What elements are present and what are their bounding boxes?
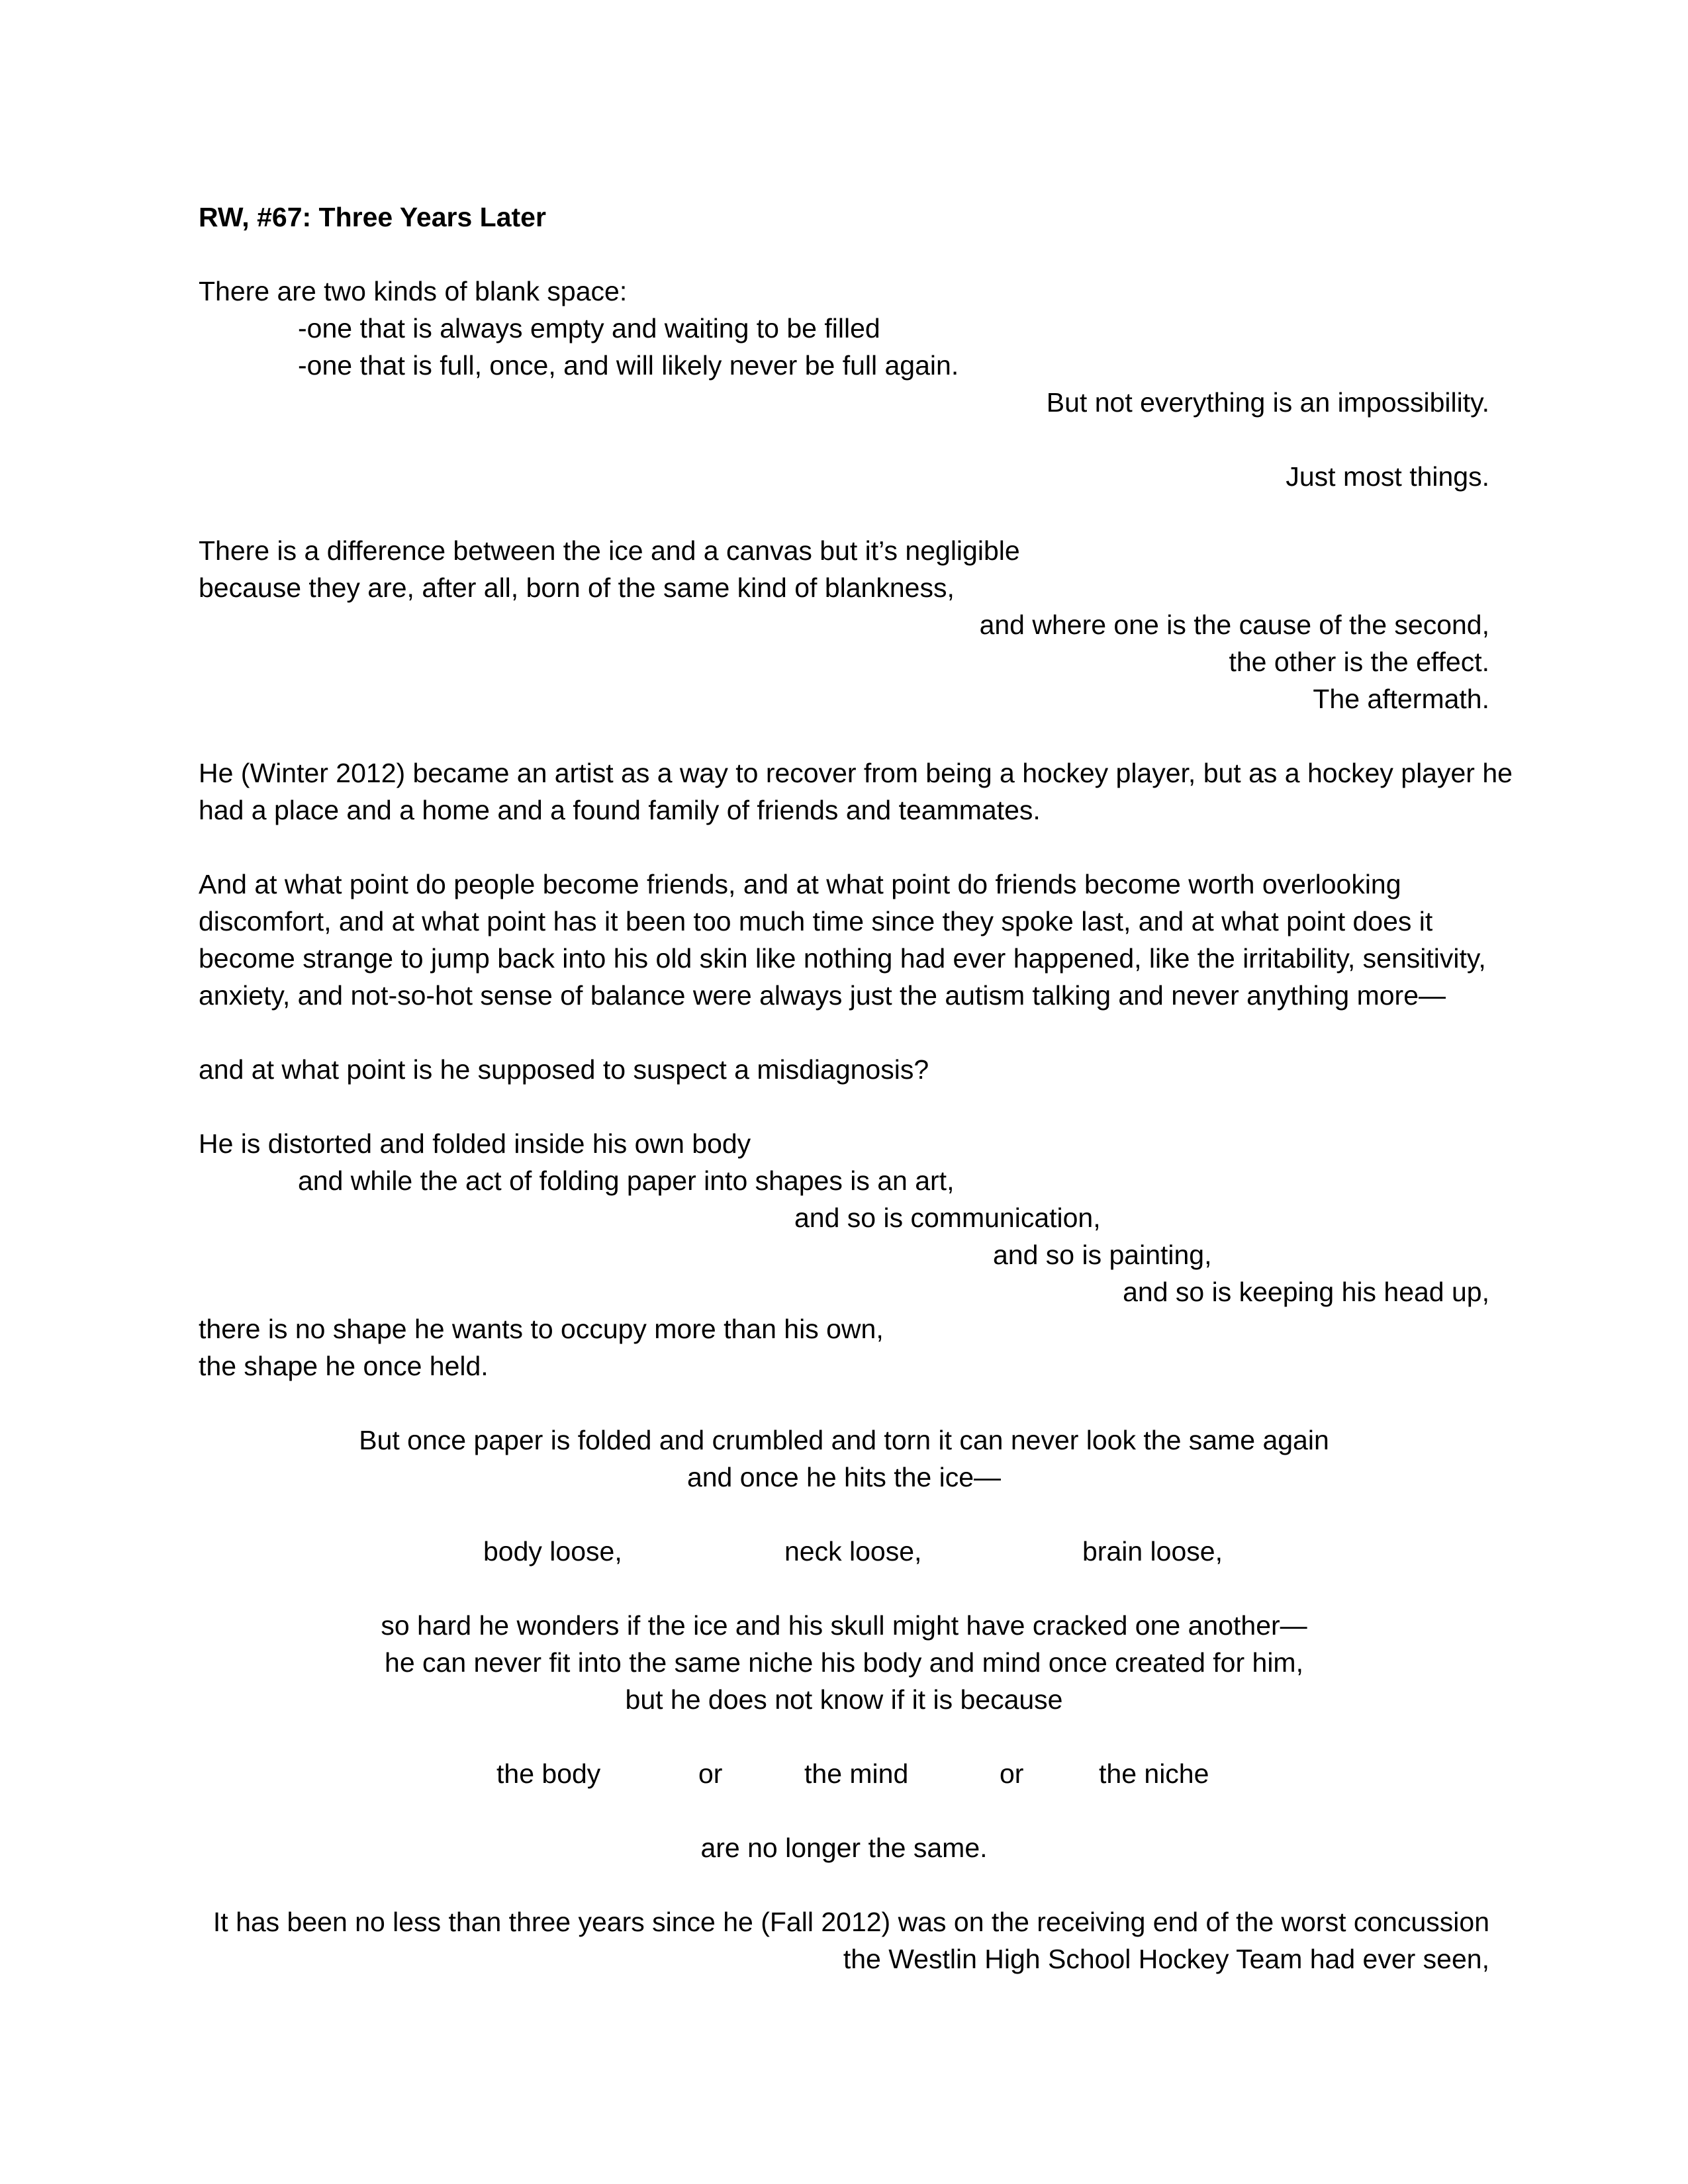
- poem-line: the Westlin High School Hockey Team had ever seen,: [843, 1944, 1489, 1974]
- poem-line: and while the act of folding paper into shapes is an art,: [298, 1165, 955, 1196]
- poem-line: There is a difference between the ice and a canvas but it’s negligible: [199, 535, 1020, 566]
- loose-item: body loose,: [483, 1536, 622, 1567]
- blank-line: [199, 495, 1489, 532]
- poem-line: and so is painting,: [993, 1240, 1212, 1270]
- blank-line: [199, 1088, 1489, 1125]
- poem-line: But not everything is an impossibility.: [1046, 387, 1489, 418]
- poem-line: there is no shape he wants to occupy more than his own,: [199, 1314, 884, 1344]
- choice-item: or: [1000, 1758, 1024, 1789]
- loose-item: neck loose,: [784, 1536, 922, 1567]
- poem-line: It has been no less than three years since he (Fall 2012) was on the receiving end of the worst concussion: [212, 1907, 1489, 1937]
- choice-item: the body: [496, 1758, 601, 1789]
- poem-line: and once he hits the ice—: [686, 1462, 1002, 1492]
- choice-item: the mind: [804, 1758, 909, 1789]
- blank-line: [199, 1866, 1489, 1903]
- poem-line: discomfort, and at what point has it been too much time since they spoke last, and at what point does it: [199, 906, 1433, 936]
- poem-line: become strange to jump back into his old skin like nothing had ever happened, like the irritability, sensitivity,: [199, 943, 1486, 974]
- poem-line: and so is keeping his head up,: [1123, 1277, 1489, 1307]
- poem-line: -one that is full, once, and will likely never be full again.: [298, 350, 959, 381]
- blank-line: [199, 1014, 1489, 1051]
- poem-line: and at what point is he supposed to suspect a misdiagnosis?: [199, 1054, 929, 1085]
- blank-line: [199, 1718, 1489, 1755]
- poem-line: He (Winter 2012) became an artist as a way to recover from being a hockey player, but as a hockey player he: [199, 758, 1513, 788]
- choice-line-row: [199, 1755, 1489, 1792]
- poem-line: Just most things.: [1286, 461, 1489, 492]
- poem-line: But once paper is folded and crumbled and torn it can never look the same again: [359, 1425, 1329, 1455]
- poem-line: -one that is always empty and waiting to be filled: [298, 313, 880, 343]
- poem-line: because they are, after all, born of the same kind of blankness,: [199, 572, 955, 603]
- poem-line: There are two kinds of blank space:: [199, 276, 628, 306]
- poem-line: are no longer the same.: [700, 1833, 988, 1863]
- blank-line: [199, 829, 1489, 866]
- poem-line: the other is the effect.: [1229, 647, 1489, 677]
- choice-item: the niche: [1099, 1758, 1209, 1789]
- choice-item: or: [698, 1758, 723, 1789]
- loose-item: brain loose,: [1082, 1536, 1223, 1567]
- poem-line: and where one is the cause of the second,: [979, 610, 1489, 640]
- poem-line: and so is communication,: [794, 1203, 1101, 1233]
- poem-line: so hard he wonders if the ice and his skull might have cracked one another—: [381, 1610, 1307, 1641]
- blank-line: [199, 1570, 1489, 1607]
- blank-line: [199, 1792, 1489, 1829]
- poem-line: anxiety, and not-so-hot sense of balance were always just the autism talking and never anything more—: [199, 980, 1446, 1011]
- poem-line: but he does not know if it is because: [625, 1684, 1063, 1715]
- loose-line-row: [199, 1533, 1489, 1570]
- blank-line: [199, 421, 1489, 458]
- poem-line: had a place and a home and a found family of friends and teammates.: [199, 795, 1041, 825]
- poem-line: He is distorted and folded inside his own body: [199, 1128, 751, 1159]
- poem-line: And at what point do people become friends, and at what point do friends become worth overlooking: [199, 869, 1401, 899]
- poem-line: the shape he once held.: [199, 1351, 489, 1381]
- poem-line: The aftermath.: [1313, 684, 1489, 714]
- poem-line: he can never fit into the same niche his body and mind once created for him,: [385, 1647, 1303, 1678]
- blank-line: [199, 717, 1489, 754]
- poem-title: RW, #67: Three Years Later: [199, 202, 546, 232]
- blank-line: [199, 1496, 1489, 1533]
- blank-line: [199, 1385, 1489, 1422]
- blank-line: [199, 236, 1489, 273]
